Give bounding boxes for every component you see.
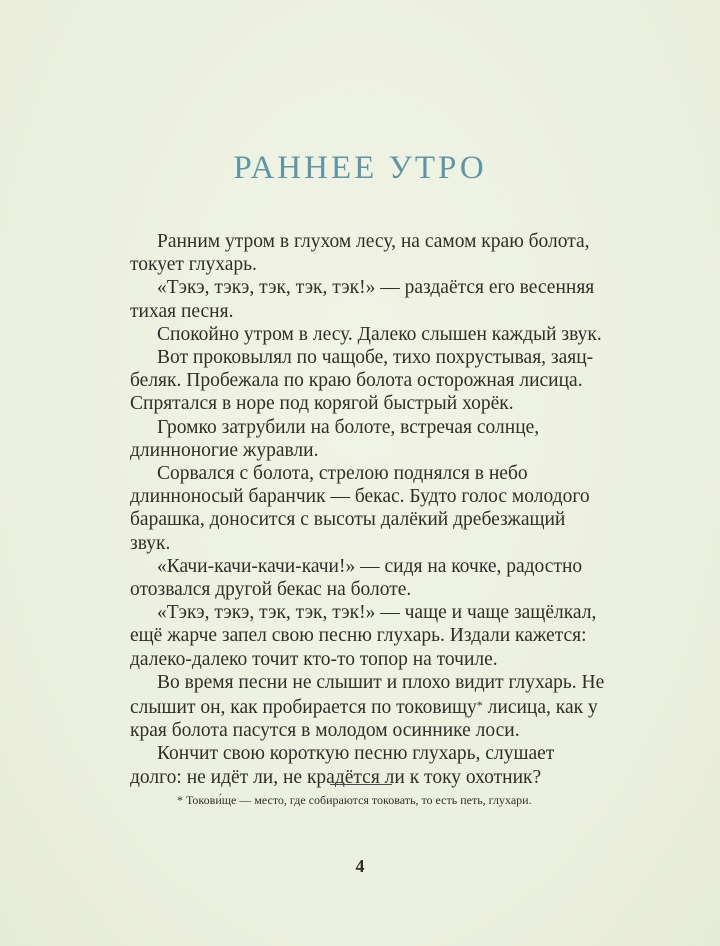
paragraph-9-start: Во время песни не слышит и плохо видит глухарь. Не слышит он, как пробирается по токовищу [130,671,605,719]
paragraph-2: «Тэкэ, тэкэ, тэк, тэк, тэк!» — раздаётся его весенняя тихая песня. [130,277,595,322]
paragraph-1: Ранним утром в глухом лесу, на самом краю болота, токует глухарь. [130,231,590,276]
paragraph-7: «Качи-качи-качи-качи!» — сидя на кочке, радостно отозвался другой бекас на болоте. [130,555,583,601]
paragraph-8: «Тэкэ, тэкэ, тэк, тэк, тэк!» — чаще и чаще защёлкал, ещё жарче запел свою песню глухарь. Издали кажется: далеко-далеко точит кто-то топор на точиле. [130,602,597,670]
paragraph-5: Громко затрубили на болоте, встречая солнце, длинноногие журавли. [130,416,540,461]
story-text [130,230,610,789]
paragraph-6: Сорвался с болота, стрелою поднялся в небо длинноносый баранчик — бекас. Будто голос молодого барашка, доносится с высоты далёкий дребезжащий звук. [130,463,590,554]
paragraph-4: Вот проковылял по чащобе, тихо похрустывая, заяц-беляк. Пробежала по краю болота осторожная лисица. Спрятался в норе под корягой быстрый хорёк. [130,347,594,415]
footnote-text: * Токови́ще — место, где собираются токовать, то есть петь, глухари. [177,793,532,807]
paragraph-10: Кончит свою короткую песню глухарь, слушает долго: не идёт ли, не крадётся ли к току охотник? [130,743,555,788]
footnote-marker: * [476,698,483,713]
paragraph-9 [130,671,610,743]
paragraph-3: Спокойно утром в лесу. Далеко слышен каждый звук. [157,323,602,345]
footnote-divider [330,784,392,785]
page-number: 4 [355,856,365,876]
chapter-title: РАННЕЕ УТРО [233,150,487,186]
paragraph-9-end: лисица, как у края болота пасутся в молодом осиннике лоси. [130,697,598,742]
